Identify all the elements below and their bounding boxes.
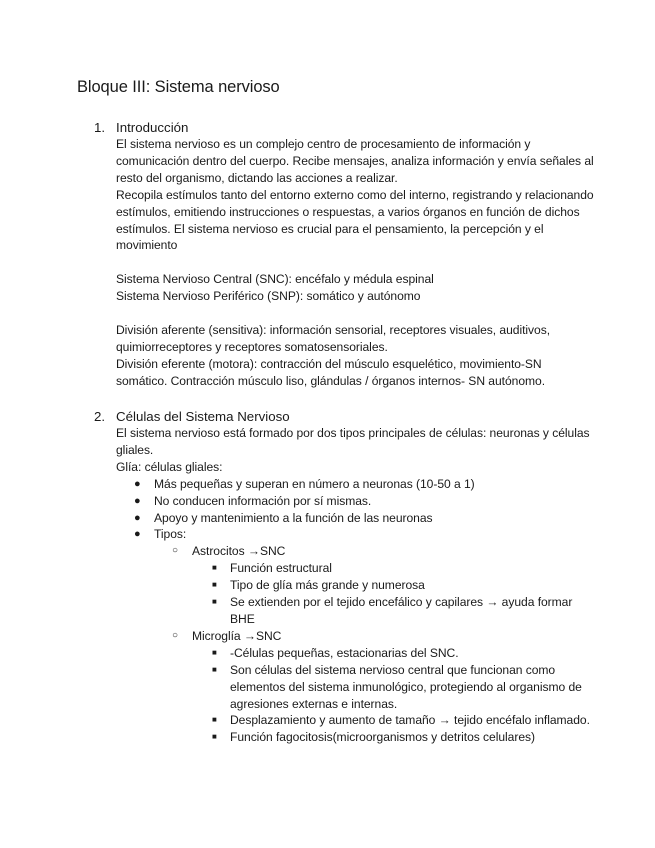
section-celulas xyxy=(94,408,594,746)
paragraph: División eferente (motora): contracción del músculo esquelético, movimiento-SN somático. Contracción músculo liso, glándulas / órganos internos- SN autónomo. xyxy=(116,356,546,388)
section-heading-label: Células del Sistema Nervioso xyxy=(116,409,290,424)
bullet-icon: ● xyxy=(134,494,141,507)
bullet-icon: ● xyxy=(134,511,141,524)
microglia-details-list xyxy=(192,645,594,746)
section-heading-label: Introducción xyxy=(116,120,189,135)
square-bullet-icon: ■ xyxy=(212,664,217,674)
paragraph: Recopila estímulos tanto del entorno externo como del interno, registrando y relacionando estímulos, emitiendo instrucciones o respuestas, a varios órganos en función de dichos estímulos. El sistema nervioso es crucial para el pensamiento, la percepción y el movimiento xyxy=(116,187,594,253)
section-number: 1. xyxy=(94,120,106,135)
section-heading xyxy=(94,408,594,425)
glia-bullet-list xyxy=(116,476,594,747)
paragraph: Sistema Nervioso Central (SNC): encéfalo y médula espinal xyxy=(116,272,434,287)
blank-line xyxy=(116,254,594,271)
paragraph: El sistema nervioso está formado por dos tipos principales de células: neuronas y células gliales. xyxy=(116,426,590,457)
section-body xyxy=(116,425,594,746)
list-item-astrocitos: ○ Astrocitos →SNC ■ Función estructural ■ Tipo de glía más grande y numerosa ■ Se extienden por el tejido encefálico y capilares → ayuda formar BHE xyxy=(154,543,594,628)
paragraph: El sistema nervioso es un complejo centro de procesamiento de información y comunicación dentro del cuerpo. Recibe mensajes, analiza información y envía señales al resto del organismo, dictando las acciones a realizar. xyxy=(116,137,594,185)
blank-line xyxy=(116,305,594,322)
paragraph: Sistema Nervioso Periférico (SNP): somático y autónomo xyxy=(116,289,421,304)
square-bullet-icon: ■ xyxy=(212,715,217,725)
list-item: ● Tipos: ○ Astrocitos →SNC ■ Función estructural ■ Tipo de glía más grande y numerosa ■ Se extienden por el tejido encefálico y capilares → ayuda formar BHE ○ Microglía →SNC ■ -Células pequeñas, estacionarias del SNC. ■ Son células del sistema nervioso central que funcionan como elementos del sistema inmunológico, protegiendo al organismo de agresiones externas e internas. ■ Desplazamiento y aumento de tamaño → tejido encéfalo inflamado. ■ Función fagocitosis(microorganismos y detritos celulares) xyxy=(116,526,594,746)
bullet-icon: ● xyxy=(134,528,141,541)
list-item: ■ Son células del sistema nervioso central que funcionan como elementos del sistema inmunológico, protegiendo al organismo de agresiones externas e internas. xyxy=(212,662,582,711)
circle-bullet-icon: ○ xyxy=(172,629,178,641)
list-item: ■ -Células pequeñas, estacionarias del SNC. xyxy=(212,645,459,660)
list-item: ■ Tipo de glía más grande y numerosa xyxy=(212,578,425,593)
list-item: ● Más pequeñas y superan en número a neuronas (10-50 a 1) xyxy=(134,476,475,491)
section-body xyxy=(116,136,594,390)
list-item-microglia: ○ Microglía →SNC ■ -Células pequeñas, estacionarias del SNC. ■ Son células del sistema nervioso central que funcionan como elementos del sistema inmunológico, protegiendo al organismo de agresiones externas e internas. ■ Desplazamiento y aumento de tamaño → tejido encéfalo inflamado. ■ Función fagocitosis(microorganismos y detritos celulares) xyxy=(154,628,594,746)
square-bullet-icon: ■ xyxy=(212,580,217,590)
bullet-icon: ● xyxy=(134,477,141,490)
document-title: Bloque III: Sistema nervioso xyxy=(77,78,280,96)
paragraph: División aferente (sensitiva): información sensorial, receptores visuales, auditivos, quimiorreceptores y receptores somatosensoriales. xyxy=(116,322,551,354)
section-heading xyxy=(94,119,594,136)
list-item: ● Apoyo y mantenimiento a la función de las neuronas xyxy=(134,510,433,525)
square-bullet-icon: ■ xyxy=(212,563,217,573)
circle-bullet-icon: ○ xyxy=(172,545,178,557)
square-bullet-icon: ■ xyxy=(212,647,217,657)
list-item: ● No conducen información por sí mismas. xyxy=(134,493,372,508)
section-number: 2. xyxy=(94,409,106,424)
square-bullet-icon: ■ xyxy=(212,597,217,607)
astrocitos-details-list xyxy=(192,560,594,628)
glia-types-list xyxy=(154,543,594,746)
list-item: ■ Función fagocitosis(microorganismos y detritos celulares) xyxy=(212,730,535,745)
square-bullet-icon: ■ xyxy=(212,732,217,742)
list-item: ■ Se extienden por el tejido encefálico y capilares → ayuda formar BHE xyxy=(212,595,573,626)
list-item: ■ Función estructural xyxy=(212,561,332,576)
list-item: ■ Desplazamiento y aumento de tamaño → tejido encéfalo inflamado. xyxy=(212,713,590,728)
section-introduccion xyxy=(94,119,594,390)
glia-label: Glía: células gliales: xyxy=(116,459,223,474)
